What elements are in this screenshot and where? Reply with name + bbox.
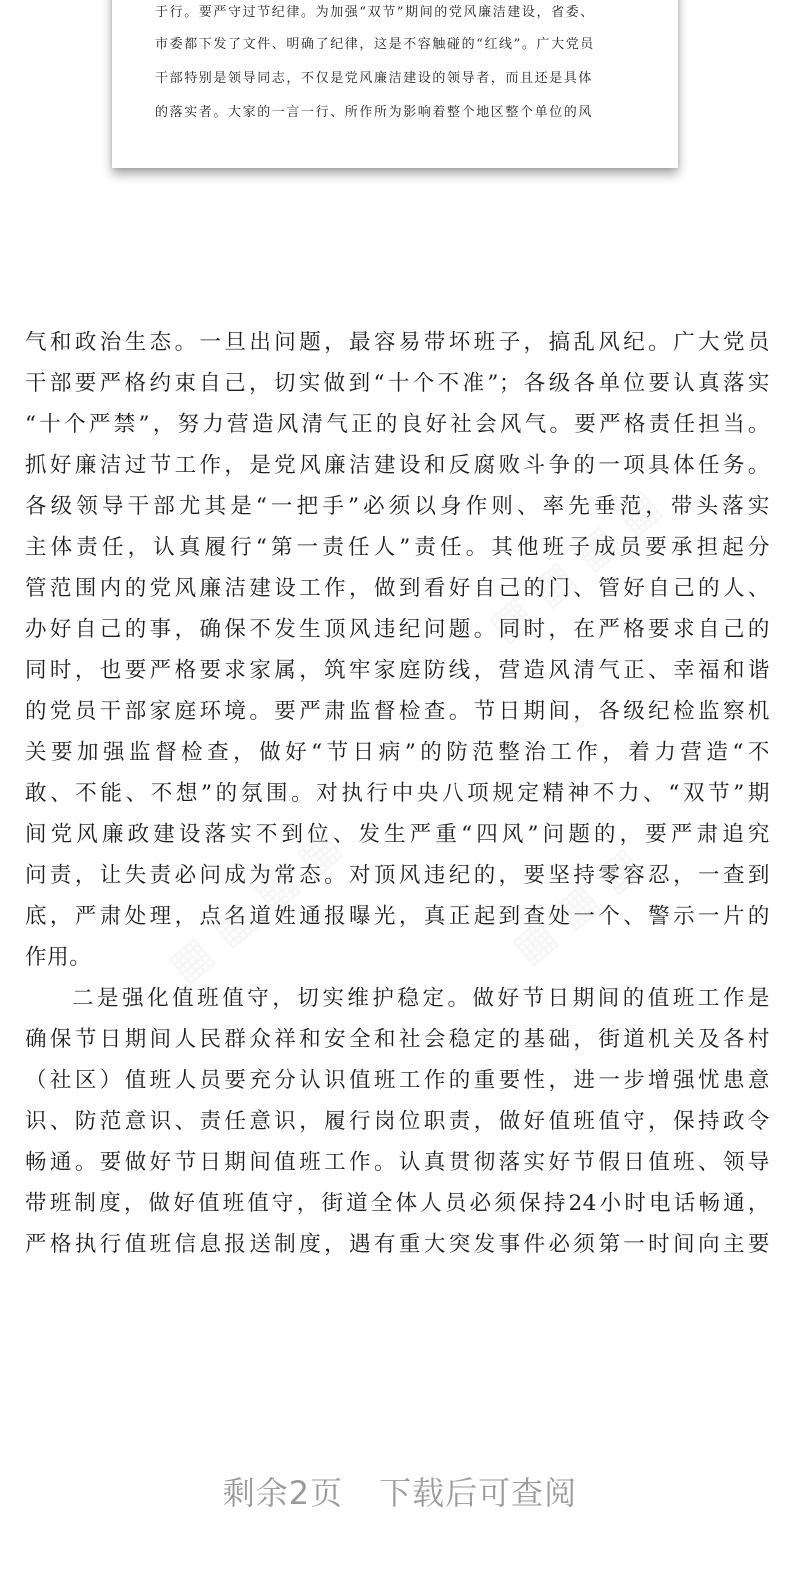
text-line: 作用。 bbox=[25, 945, 92, 970]
text-line: 的党员干部家庭环境。要严肃监督检查。节日期间，各级纪检监察机 bbox=[25, 699, 770, 724]
preview-card bbox=[112, 0, 678, 168]
preview-line: 的落实者。大家的一言一行、所作所为影响着整个地区整个单位的风 bbox=[155, 105, 594, 120]
text-line: 办好自己的事，确保不发生顶风违纪问题。同时，在严格要求自己的 bbox=[25, 617, 770, 642]
preview-line: 市委都下发了文件、明确了纪律，这是不容触碰的“红线”。广大党员 bbox=[155, 37, 595, 52]
text-line: （社区）值班人员要充分认识值班工作的重要性，进一步增强忧患意 bbox=[25, 1068, 770, 1093]
text-line: 关要加强监督检查，做好“节日病”的防范整治工作，着力营造“不 bbox=[25, 740, 770, 765]
text-line: 确保节日期间人民群众祥和安全和社会稳定的基础，街道机关及各村 bbox=[25, 1027, 770, 1052]
text-line: 敢、不能、不想”的氛围。对执行中央八项规定精神不力、“双节”期 bbox=[25, 781, 770, 806]
preview-line: 干部特别是领导同志，不仅是党风廉洁建设的领导者，而且还是具体 bbox=[155, 71, 594, 86]
download-hint[interactable] bbox=[0, 1468, 800, 1514]
text-line: 识、防范意识、责任意识，履行岗位职责，做好值班值守，保持政令 bbox=[25, 1109, 770, 1134]
text-line: 管范围内的党风廉洁建设工作，做到看好自己的门、管好自己的人、 bbox=[25, 576, 770, 601]
text-line: 二是强化值班值守，切实维护稳定。做好节日期间的值班工作是 bbox=[72, 986, 770, 1011]
remaining-pages-label: 剩余2页 bbox=[222, 1474, 344, 1512]
text-line: 抓好廉洁过节工作，是党风廉洁建设和反腐败斗争的一项具体任务。 bbox=[25, 453, 770, 478]
text-line: 带班制度，做好值班值守，街道全体人员必须保持24小时电话畅通， bbox=[25, 1191, 770, 1216]
text-line: 主体责任，认真履行“第一责任人”责任。其他班子成员要承担起分 bbox=[25, 535, 770, 560]
text-line: 问责，让失责必问成为常态。对顶风违纪的，要坚持零容忍，一查到 bbox=[25, 863, 770, 888]
text-line: 干部要严格约束自己，切实做到“十个不准”；各级各单位要认真落实 bbox=[25, 371, 770, 396]
text-line: 畅通。要做好节日期间值班工作。认真贯彻落实好节假日值班、领导 bbox=[25, 1150, 770, 1175]
text-line: 严格执行值班信息报送制度，遇有重大突发事件必须第一时间向主要 bbox=[25, 1232, 770, 1257]
text-line: 间党风廉政建设落实不到位、发生严重“四风”问题的，要严肃追究 bbox=[25, 822, 770, 847]
download-to-view-label[interactable]: 下载后可查阅 bbox=[379, 1474, 578, 1512]
text-line: 各级领导干部尤其是“一把手”必须以身作则、率先垂范，带头落实 bbox=[25, 494, 770, 519]
text-line: 同时，也要严格要求家属，筑牢家庭防线，营造风清气正、幸福和谐 bbox=[25, 658, 770, 683]
preview-line: 于行。要严守过节纪律。为加强“双节”期间的党风廉洁建设，省委、 bbox=[155, 5, 595, 20]
text-line: “十个严禁”，努力营造风清气正的良好社会风气。要严格责任担当。 bbox=[25, 412, 770, 437]
text-line: 气和政治生态。一旦出问题，最容易带坏班子，搞乱风纪。广大党员 bbox=[25, 330, 770, 355]
text-line: 底，严肃处理，点名道姓通报曝光，真正起到查处一个、警示一片的 bbox=[25, 904, 770, 929]
document-body bbox=[25, 322, 780, 1265]
